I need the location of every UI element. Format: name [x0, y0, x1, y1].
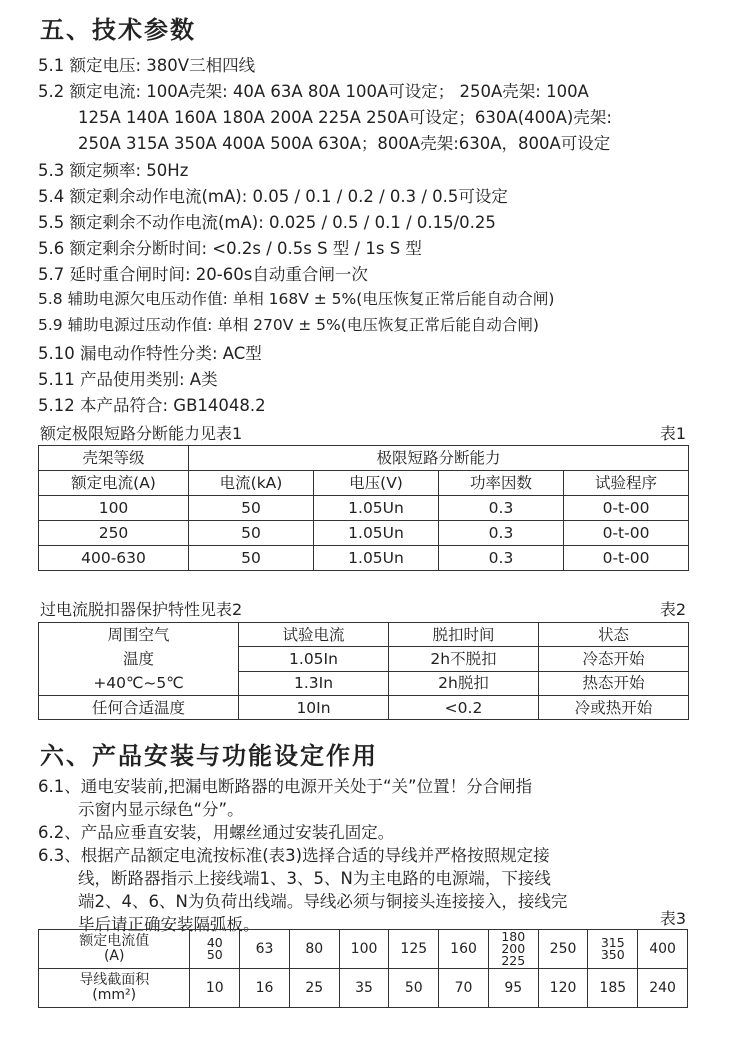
breaking-capacity-table — [38, 445, 689, 571]
section-6-title: 六、产品安装与功能设定作用 — [40, 742, 378, 770]
table-cell: 35 — [339, 969, 389, 1008]
table-cell: 50 — [189, 521, 314, 546]
install-6-2: 6.2、产品应垂直安装，用螺丝通过安装孔固定。 — [38, 823, 395, 842]
table-cell: 80 — [289, 930, 339, 969]
install-6-1-cont: 示窗内显示绿色“分”。 — [78, 800, 244, 819]
table-cell: 50 — [189, 546, 314, 571]
spec-5-10: 5.10 漏电动作特性分类: AC型 — [38, 344, 262, 363]
table-1-caption: 额定极限短路分断能力见表1 — [40, 424, 243, 443]
rated-current-header — [39, 930, 190, 969]
wire-size-table — [38, 929, 688, 1008]
ambient-range: +40℃~5℃ — [93, 674, 184, 692]
table-cell: 40 50 — [190, 930, 240, 969]
table-cell: 10 — [190, 969, 240, 1008]
spec-5-12: 5.12 本产品符合: GB14048.2 — [38, 396, 266, 415]
table-cell: 315 350 — [588, 930, 638, 969]
table-cell: 70 — [439, 969, 489, 1008]
table-cell: 160 — [439, 930, 489, 969]
spec-5-6: 5.6 额定剩余分断时间: <0.2s / 0.5s S 型 / 1s S 型 — [38, 239, 422, 258]
wire-area-row — [39, 969, 688, 1008]
table-cell: 50 — [389, 969, 439, 1008]
frame-header-top: 壳架等级 — [39, 446, 189, 471]
col-voltage: 电压(V) — [314, 471, 439, 496]
table-cell: 50 — [189, 496, 314, 521]
table-cell: 冷态开始 — [539, 647, 689, 671]
install-6-3-cont2: 端2、4、6、N为负荷出线端。导线必须与铜接头连接接入，接线完 — [78, 892, 568, 911]
table-row — [39, 496, 689, 521]
col-test-current: 试验电流 — [239, 623, 389, 647]
spec-5-11: 5.11 产品使用类别: A类 — [38, 370, 218, 389]
table-cell: 100 — [39, 496, 189, 521]
spec-5-5: 5.5 额定剩余不动作电流(mA): 0.025 / 0.5 / 0.1 / 0.15/0.25 — [38, 213, 496, 232]
ambient-label-2: 温度 — [122, 650, 154, 668]
table-cell: 400-630 — [39, 546, 189, 571]
table-cell: 0-t-00 — [564, 546, 689, 571]
table-cell: 热态开始 — [539, 671, 689, 695]
table-cell: 1.05Un — [314, 496, 439, 521]
spec-5-7: 5.7 延时重合闸时间: 20-60s自动重合闸一次 — [38, 265, 368, 284]
wire-area-label: 导线截面积 — [79, 972, 150, 988]
table-2-number: 表2 — [659, 600, 686, 619]
spec-5-2: 5.2 额定电流: 100A壳架: 40A 63A 80A 100A可设定； 250A壳架: 100A — [38, 82, 589, 101]
install-6-3-cont1: 线，断路器指示上接线端1、3、5、N为主电路的电源端，下接线 — [78, 869, 551, 888]
install-6-1: 6.1、通电安装前,把漏电断路器的电源开关处于“关”位置！分合闸指 — [38, 777, 533, 796]
table-cell: 250 — [39, 521, 189, 546]
rated-current-label: 额定电流值 — [79, 933, 150, 949]
spec-5-8: 5.8 辅助电源欠电压动作值: 单相 168V ± 5%(电压恢复正常后能自动合闸) — [38, 290, 555, 308]
spec-5-2-cont1: 125A 140A 160A 180A 200A 225A 250A可设定；630A(400A)壳架: — [78, 108, 612, 127]
overcurrent-trip-table — [38, 622, 689, 720]
wire-area-header — [39, 969, 190, 1008]
col-trip-time: 脱扣时间 — [389, 623, 539, 647]
table-2-caption: 过电流脱扣器保护特性见表2 — [40, 600, 243, 619]
table-cell: 125 — [389, 930, 439, 969]
table-cell: 120 — [538, 969, 588, 1008]
table-row — [39, 546, 689, 571]
table-cell: <0.2 — [389, 696, 539, 720]
col-state: 状态 — [539, 623, 689, 647]
table-cell: 1.3In — [239, 671, 389, 695]
table-3-number: 表3 — [659, 909, 686, 928]
table-cell: 10In — [239, 696, 389, 720]
table-cell: 1.05In — [239, 647, 389, 671]
spec-5-2-cont2: 250A 315A 350A 400A 500A 630A；800A壳架:630A，800A可设定 — [78, 134, 611, 153]
table-cell: 1.05Un — [314, 546, 439, 571]
ambient-label-1: 周围空气 — [107, 626, 170, 644]
table-cell: 185 — [588, 969, 638, 1008]
table-cell: 16 — [240, 969, 290, 1008]
spec-5-4: 5.4 额定剩余动作电流(mA): 0.05 / 0.1 / 0.2 / 0.3 / 0.5可设定 — [38, 187, 508, 206]
rated-current-unit: (A) — [103, 948, 125, 964]
table-cell: 任何合适温度 — [39, 696, 239, 720]
table-cell: 100 — [339, 930, 389, 969]
section-5-title: 五、技术参数 — [40, 16, 196, 44]
table-cell: 0-t-00 — [564, 496, 689, 521]
table-cell: 0.3 — [439, 546, 564, 571]
table-cell: 2h不脱扣 — [389, 647, 539, 671]
table-cell: 250 — [538, 930, 588, 969]
install-6-3-cont3: 毕后请正确安装隔弧板。 — [78, 915, 260, 934]
ambient-temperature-cell — [39, 623, 239, 696]
table-cell: 240 — [638, 969, 688, 1008]
table-cell: 2h脱扣 — [389, 671, 539, 695]
table-cell: 95 — [488, 969, 538, 1008]
table-cell: 63 — [240, 930, 290, 969]
table-cell: 0.3 — [439, 521, 564, 546]
table-row — [39, 521, 689, 546]
breaking-capacity-header: 极限短路分断能力 — [189, 446, 689, 471]
table-cell: 冷或热开始 — [539, 696, 689, 720]
table-cell: 400 — [638, 930, 688, 969]
table-cell: 0-t-00 — [564, 521, 689, 546]
table-cell: 180 200 225 — [488, 930, 538, 969]
spec-5-9: 5.9 辅助电源过压动作值: 单相 270V ± 5%(电压恢复正常后能自动合闸) — [38, 316, 539, 334]
col-test-sequence: 试验程序 — [564, 471, 689, 496]
spec-5-3: 5.3 额定频率: 50Hz — [38, 161, 189, 180]
spec-5-1: 5.1 额定电压: 380V三相四线 — [38, 56, 256, 75]
table-cell: 25 — [289, 969, 339, 1008]
install-6-3: 6.3、根据产品额定电流按标准(表3)选择合适的导线并严格按照规定接 — [38, 846, 550, 865]
frame-header-bottom: 额定电流(A) — [39, 471, 189, 496]
col-current: 电流(kA) — [189, 471, 314, 496]
table-cell: 1.05Un — [314, 521, 439, 546]
rated-current-row — [39, 930, 688, 969]
col-power-factor: 功率因数 — [439, 471, 564, 496]
wire-area-unit: (mm²) — [92, 987, 137, 1003]
table-row — [39, 696, 689, 720]
table-1-number: 表1 — [659, 424, 686, 443]
table-cell: 0.3 — [439, 496, 564, 521]
